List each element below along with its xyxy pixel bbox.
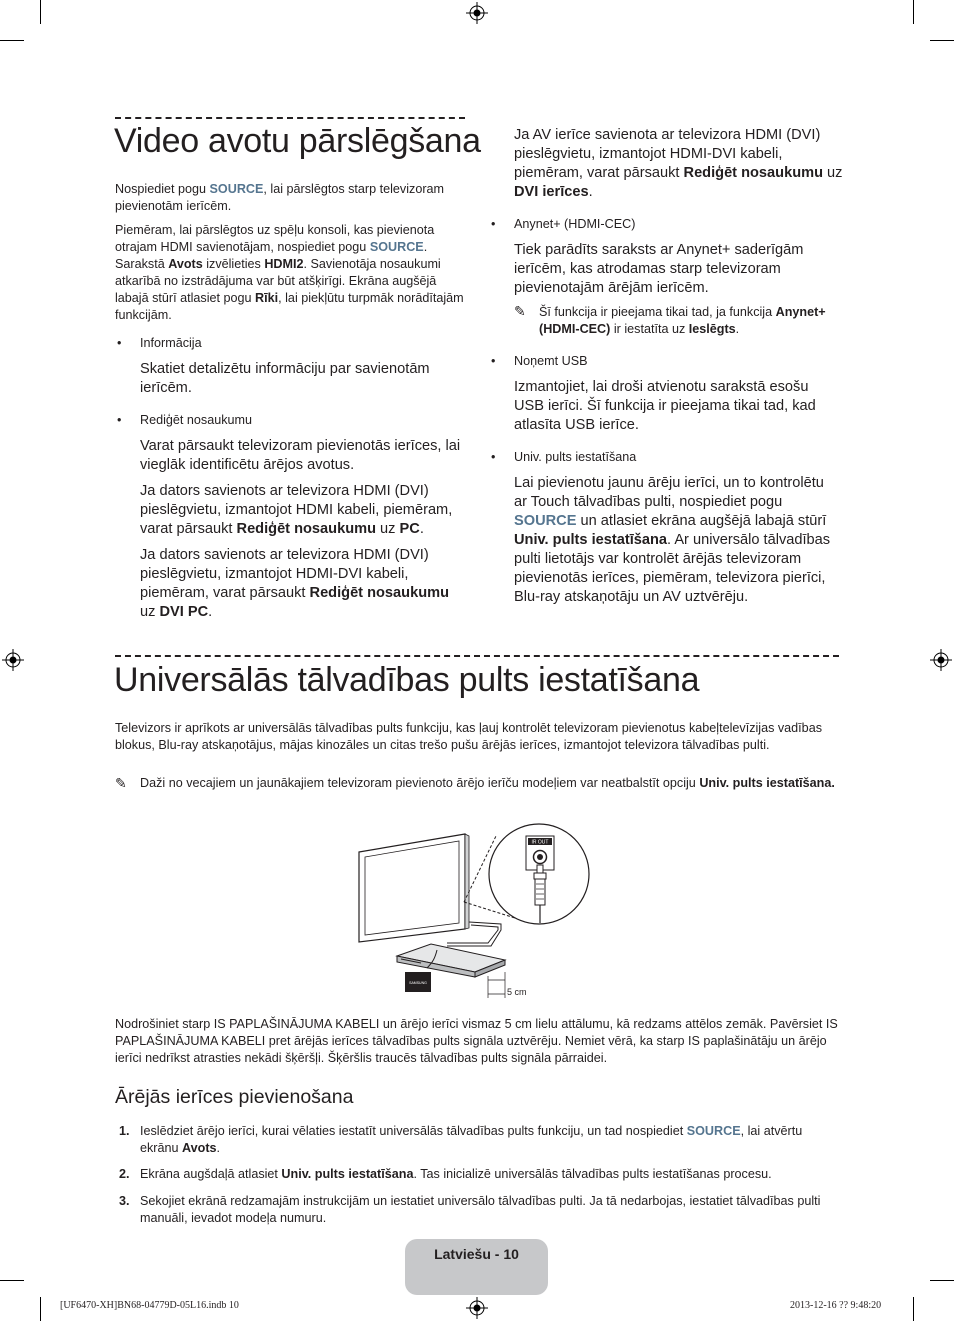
note-pencil-icon: ✎	[115, 775, 127, 791]
intro-paragraph: Televizors ir aprīkots ar universālās tālvadības pults funkciju, kas ļauj kontrolēt televizoram pievienotus kabeļtelevīzijas vadības blokus, Blu-ray atskaņotājus, mājas kinozāles un citas trešo pušu ārējās ierīces, izmantojot televizora tālvadības pulti.	[115, 721, 822, 752]
section-divider	[115, 655, 839, 657]
rename-label: Rediģēt nosaukumu	[140, 413, 253, 427]
subheading: Ārējās ierīces pievienošana	[115, 1086, 354, 1108]
crop-mark	[0, 40, 24, 41]
step-item: 3. Sekojiet ekrānā redzamajām instrukcijām un iestatiet universālo tālvadības pulti. Ja tā nedarbojas, iestatiet tālvadības pulti manuāli, ievadot modeļa numuru.	[119, 1194, 821, 1225]
step-item: 1. Ieslēdziet ārējo ierīci, kurai vēlaties iestatīt universālās tālvadības pults funkciju, un tad nospiediet SOURCE, lai atvērtu ekrānu Avots.	[119, 1124, 803, 1155]
registration-mark-icon	[466, 1297, 488, 1319]
crop-mark	[40, 1297, 41, 1321]
anynet-label: Anynet+ (HDMI-CEC)	[514, 217, 636, 231]
section-title: Universālās tālvadības pults iestatīšana	[114, 661, 700, 699]
list-item: • Noņemt USB	[491, 354, 588, 368]
section-divider	[115, 117, 465, 119]
list-item: • Informācija	[117, 336, 202, 350]
compatibility-note: Daži no vecajiem un jaunākajiem televizoram pievienoto ārējo ierīču modeļiem var neatbalstīt opciju Univ. pults iestatīšana.	[140, 776, 835, 790]
crop-mark	[930, 40, 954, 41]
usb-text: Izmantojiet, lai droši atvienotu sarakstā esošu USB ierīci. Šī funkcija ir pieejama tikai tad, kad atlasīta USB ierīce.	[514, 379, 816, 433]
footer-timestamp: 2013-12-16 ?? 9:48:20	[790, 1300, 882, 1311]
note-pencil-icon: ✎	[514, 303, 526, 319]
port-label: IR OUT	[531, 839, 549, 846]
footer-file-info: [UF6470-XH]BN68-04779D-05L16.indb 10	[60, 1300, 239, 1311]
section-title: Video avotu pārslēgšana	[114, 122, 481, 160]
univ-label: Univ. pults iestatīšana	[514, 450, 637, 464]
list-item: • Anynet+ (HDMI-CEC)	[491, 217, 636, 231]
brand-label: SAMSUNG	[409, 981, 427, 985]
rename-text: Ja AV ierīce savienota ar televizora HDMI (DVI) pieslēgvietu, izmantojot HDMI-DVI kabeli, piemēram, varat pārsaukt Rediģēt nosaukumu uz DVI ierīces.	[514, 127, 843, 200]
rename-text: Ja dators savienots ar televizora HDMI (DVI) pieslēgvietu, izmantojot HDMI-DVI kabeli, piemēram, varat pārsaukt Rediģēt nosaukumu uz DVI PC.	[140, 547, 449, 620]
example-paragraph: Piemēram, lai pārslēgtos uz spēļu konsoli, kas pievienota otrajam HDMI savienotājam, nospiediet pogu SOURCE. Sarakstā Avots izvēlieties HDMI2. Savienotāja nosaukumi atkarībā no izstrādājuma var būt atšķirīgi. Ekrāna augšējā labajā stūrī atlasiet pogu Rīki, lai piekļūtu turpmāk norādītajām funkcijām.	[115, 223, 464, 322]
registration-mark-icon	[2, 649, 24, 671]
univ-text: Lai pievienotu jaunu ārēju ierīci, un to kontrolētu ar Touch tālvadības pulti, nospiediet pogu SOURCE un atlasiet ekrāna augšējā labajā stūrī Univ. pults iestatīšana. Ar universālo tālvadības pulti lietotājs var kontrolēt ārējās televizoram pievienotās ierīces, piemēram, televizora pierīci, Blu-ray atskaņotāju un AV uztvērēju.	[514, 475, 831, 605]
step-item: 2. Ekrāna augšdaļā atlasiet Univ. pults iestatīšana. Tas inicializē universālās tālvadības pults iestatīšanas procesu.	[119, 1167, 772, 1181]
crop-mark	[930, 1280, 954, 1281]
crop-mark	[913, 0, 914, 24]
registration-mark-icon	[930, 649, 952, 671]
placement-paragraph: Nodrošiniet starp IS PAPLAŠINĀJUMA KABELI un ārējo ierīci vismaz 5 cm lielu attālumu, kā redzams attēlos zemāk. Pavērsiet IS PAPLAŠINĀJUMA KABELI pret ārējās ierīces tālvadības pults signāla uztvērēju. Nemiet vērā, ka starp IS paplašinātāju un ārējo ierīci nedrīkst atrasties nekādi šķēršļi. Šķēršlis traucēs tālvadības pults signāla pārraidei.	[115, 1017, 838, 1065]
info-label: Informācija	[140, 336, 202, 350]
registration-mark-icon	[466, 2, 488, 24]
rename-text: Varat pārsaukt televizoram pievienotās ierīces, lai vieglāk identificētu ārējos avotus.	[140, 438, 461, 473]
anynet-text: Tiek parādīts saraksts ar Anynet+ saderīgām ierīcēm, kas atrodamas starp televizoram pievienotajām ārējām ierīcēm.	[514, 242, 804, 296]
crop-mark	[0, 1280, 24, 1281]
port-zoom-diagram	[440, 822, 590, 926]
crop-mark	[40, 0, 41, 24]
crop-mark	[913, 1297, 914, 1321]
distance-label: 5 cm	[507, 987, 527, 997]
list-item: • Rediģēt nosaukumu	[117, 413, 253, 427]
intro-paragraph: Nospiediet pogu SOURCE, lai pārslēgtos starp televizoram pievienotām ierīcēm.	[115, 182, 445, 213]
list-item: • Univ. pults iestatīšana	[491, 450, 637, 464]
anynet-note: Šī funkcija ir pieejama tikai tad, ja funkcija Anynet+ (HDMI-CEC) ir iestatīta uz Ieslēgts.	[539, 305, 826, 336]
usb-label: Noņemt USB	[514, 354, 588, 368]
info-text: Skatiet detalizētu informāciju par savienotām ierīcēm.	[140, 361, 430, 396]
rename-text: Ja dators savienots ar televizora HDMI (DVI) pieslēgvietu, izmantojot HDMI kabeli, piemēram, varat pārsaukt Rediģēt nosaukumu uz PC.	[140, 483, 453, 537]
page-number: Latviešu - 10	[434, 1246, 519, 1262]
